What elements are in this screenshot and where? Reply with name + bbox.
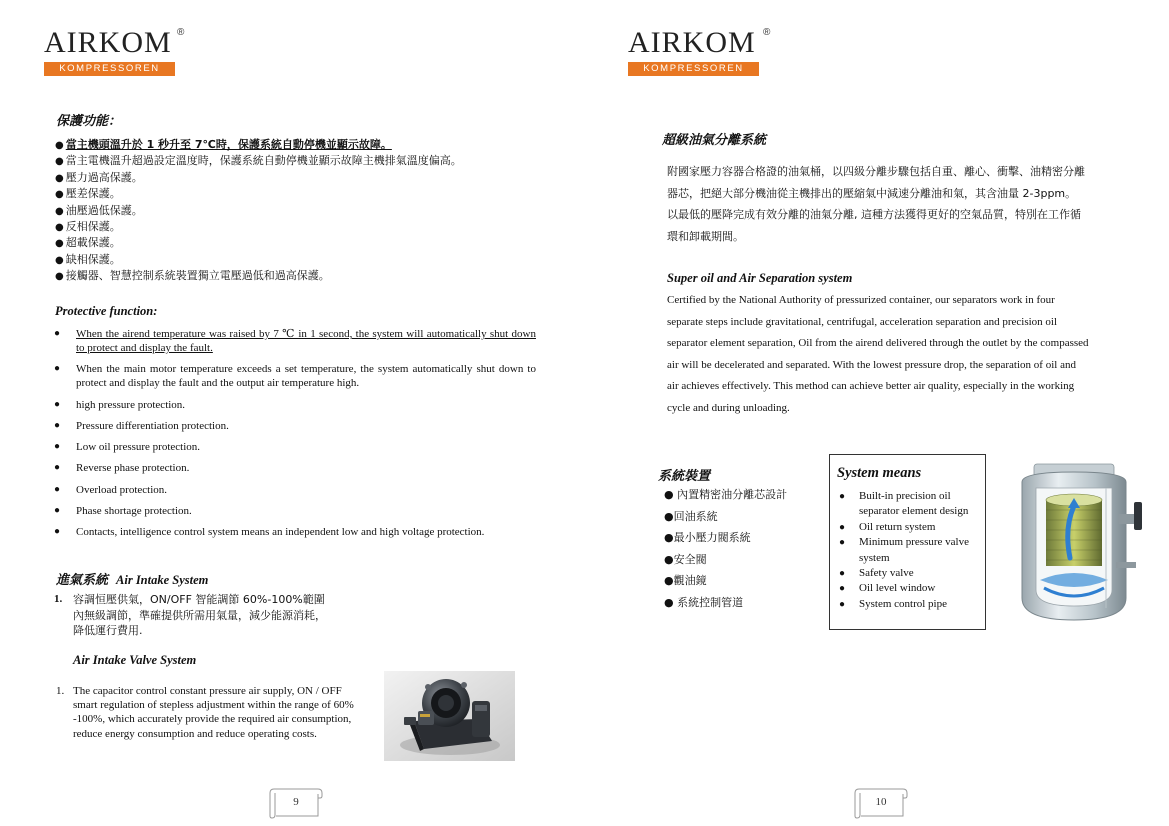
list-item: ● When the main motor temperature exceeds a set temperature, the system automatically shut down to protect and display the fault and the output air temperature high. bbox=[54, 363, 536, 390]
protect-cn-heading: 保護功能： bbox=[56, 114, 122, 129]
list-item: ● 接觸器、智慧控制系統裝置獨立電壓過低和過高保護。 bbox=[55, 269, 330, 283]
separation-cn-line: 環和卸載期間。 bbox=[667, 229, 744, 243]
list-item: ● Low oil pressure protection. bbox=[54, 441, 201, 454]
list-item: ● 超載保護。 bbox=[55, 236, 121, 250]
intake-cn-block bbox=[54, 592, 326, 639]
registered-mark: ® bbox=[177, 27, 185, 38]
intake-number: 1. bbox=[54, 593, 63, 605]
list-item: ● Safety valve bbox=[839, 567, 914, 580]
logo-tagline-bar: KOMPRESSOREN bbox=[628, 62, 759, 76]
list-item: ● Oil level window bbox=[839, 582, 936, 595]
list-item: ●最小壓力閥系統 bbox=[664, 531, 751, 545]
intake-heading bbox=[56, 569, 208, 589]
intake-valve-photo bbox=[384, 671, 515, 761]
list-item: ● 系統控制管道 bbox=[664, 595, 744, 609]
list-item: ● When the airend temperature was raised by 7 ℃ in 1 second, the system will automatically shut down to protect and display the fault. bbox=[54, 328, 536, 354]
list-item: ● 反相保護。 bbox=[55, 220, 121, 234]
separation-en-line: air achieves effectively. This method can achieve better air quality, especially in the working bbox=[667, 380, 1075, 392]
logo-wordmark: AIRKOM bbox=[44, 26, 172, 59]
intake-en-number: 1. bbox=[56, 685, 65, 697]
intake-en-block bbox=[56, 684, 354, 741]
list-item: ● Overload protection. bbox=[54, 483, 168, 496]
protect-en-heading: Protective function: bbox=[55, 304, 158, 318]
list-item: ● Built-in precision oil separator element design bbox=[839, 490, 969, 518]
system-en-list bbox=[839, 489, 981, 612]
registered-mark: ® bbox=[763, 27, 771, 38]
list-item: ● Phase shortage protection. bbox=[54, 505, 192, 518]
intake-heading-en: Air Intake System bbox=[116, 573, 209, 587]
intake-cn-line: 容調恒壓供氣，ON/OFF 智能調節 60%-100%範圍 bbox=[73, 593, 325, 606]
separation-heading-cn: 超級油氣分離系統 bbox=[662, 133, 767, 148]
separation-en-line: cycle and during unloading. bbox=[667, 401, 790, 414]
page-number-right bbox=[853, 786, 909, 820]
protect-en-list bbox=[54, 327, 536, 547]
list-item: ● Minimum pressure valve system bbox=[839, 536, 969, 564]
logo-right bbox=[628, 26, 771, 76]
intake-en-line: reduce energy consumption and reduce operating costs. bbox=[73, 727, 317, 740]
intake-en-line: The capacitor control constant pressure air supply, ON / OFF bbox=[73, 685, 342, 697]
list-item: ● Contacts, intelligence control system means an independent low and high voltage protection. bbox=[54, 526, 485, 539]
list-item: ● 當主機頭溫升於 1 秒升至 7℃時，保護系統自動停機並顯示故障。 bbox=[55, 138, 392, 151]
list-item: ●安全閥 bbox=[664, 552, 707, 566]
page-number-left bbox=[268, 786, 324, 820]
separation-en-text bbox=[667, 290, 1089, 419]
list-item: ● 缺相保護。 bbox=[55, 252, 121, 266]
system-means-heading: System means bbox=[837, 465, 922, 481]
list-item: ● 壓力過高保護。 bbox=[55, 170, 143, 184]
logo-left bbox=[44, 28, 184, 76]
intake-en-line: -100%, which accurately provide the required air consumption, bbox=[73, 713, 352, 726]
page-number: 10 bbox=[875, 796, 887, 808]
list-item: ● 壓差保護。 bbox=[55, 187, 121, 201]
list-item: ● 內置精密油分離芯設計 bbox=[664, 488, 788, 501]
separation-cn-line: 器芯，把絕大部分機油從主機排出的壓縮氣中減速分離油和氣，其含油量 2-3ppm。 bbox=[667, 186, 1077, 200]
separation-cn-text bbox=[667, 161, 1085, 247]
list-item: ●回油系統 bbox=[664, 509, 718, 523]
list-item: ● System control pipe bbox=[839, 597, 947, 610]
separation-en-line: separate steps include gravitational, centrifugal, acceleration separation and precision oil bbox=[667, 315, 1058, 328]
system-means-box bbox=[829, 454, 986, 630]
separation-en-line: separator element separation, Oil from the airend delivered through the outlet by the compassed bbox=[667, 337, 1089, 349]
intake-en-line: smart regulation of stepless adjustment within the range of 60% bbox=[73, 699, 354, 712]
separation-en-line: air will be decelerated and separated. With the lowest pressure drop, the separation of oil and bbox=[667, 358, 1076, 371]
system-cn-list bbox=[664, 484, 787, 614]
page-number: 9 bbox=[293, 796, 299, 808]
list-item: ● 當主電機溫升超過設定溫度時，保護系統自動停機並顯示故障主機排氣溫度偏高。 bbox=[55, 154, 462, 168]
separation-en-line: Certified by the National Authority of pressurized container, our separators work in four bbox=[667, 294, 1055, 306]
intake-cn-line: 內無級調節，準確提供所需用氣量，減少能源消耗， bbox=[73, 608, 326, 622]
intake-heading-cn: 進氣系統 bbox=[56, 573, 109, 588]
intake-cn-line: 降低運行費用. bbox=[73, 624, 143, 637]
separator-tank-illustration bbox=[1014, 458, 1146, 626]
intake-valve-heading: Air Intake Valve System bbox=[73, 653, 197, 667]
logo-wordmark: AIRKOM bbox=[628, 26, 756, 59]
separation-cn-line: 以最低的壓降完成有效分離的油氣分離, 這種方法獲得更好的空氣品質，特別在工作循 bbox=[667, 208, 1081, 221]
list-item: ● Reverse phase protection. bbox=[54, 462, 190, 475]
protect-cn-list bbox=[55, 137, 462, 285]
list-item: ● high pressure protection. bbox=[54, 398, 186, 411]
list-item: ● Pressure differentiation protection. bbox=[54, 419, 229, 432]
separation-cn-line: 附國家壓力容器合格證的油氣桶，以四級分離步驟包括自重、離心、衝擊、油精密分離 bbox=[667, 165, 1085, 178]
separation-heading-en: Super oil and Air Separation system bbox=[667, 271, 853, 285]
system-cn-heading: 系統裝置 bbox=[658, 469, 711, 484]
list-item: ● Oil return system bbox=[839, 520, 936, 533]
list-item: ●觀油鏡 bbox=[664, 574, 707, 588]
logo-tagline-bar: KOMPRESSOREN bbox=[44, 62, 175, 76]
list-item: ● 油壓過低保護。 bbox=[55, 203, 143, 217]
